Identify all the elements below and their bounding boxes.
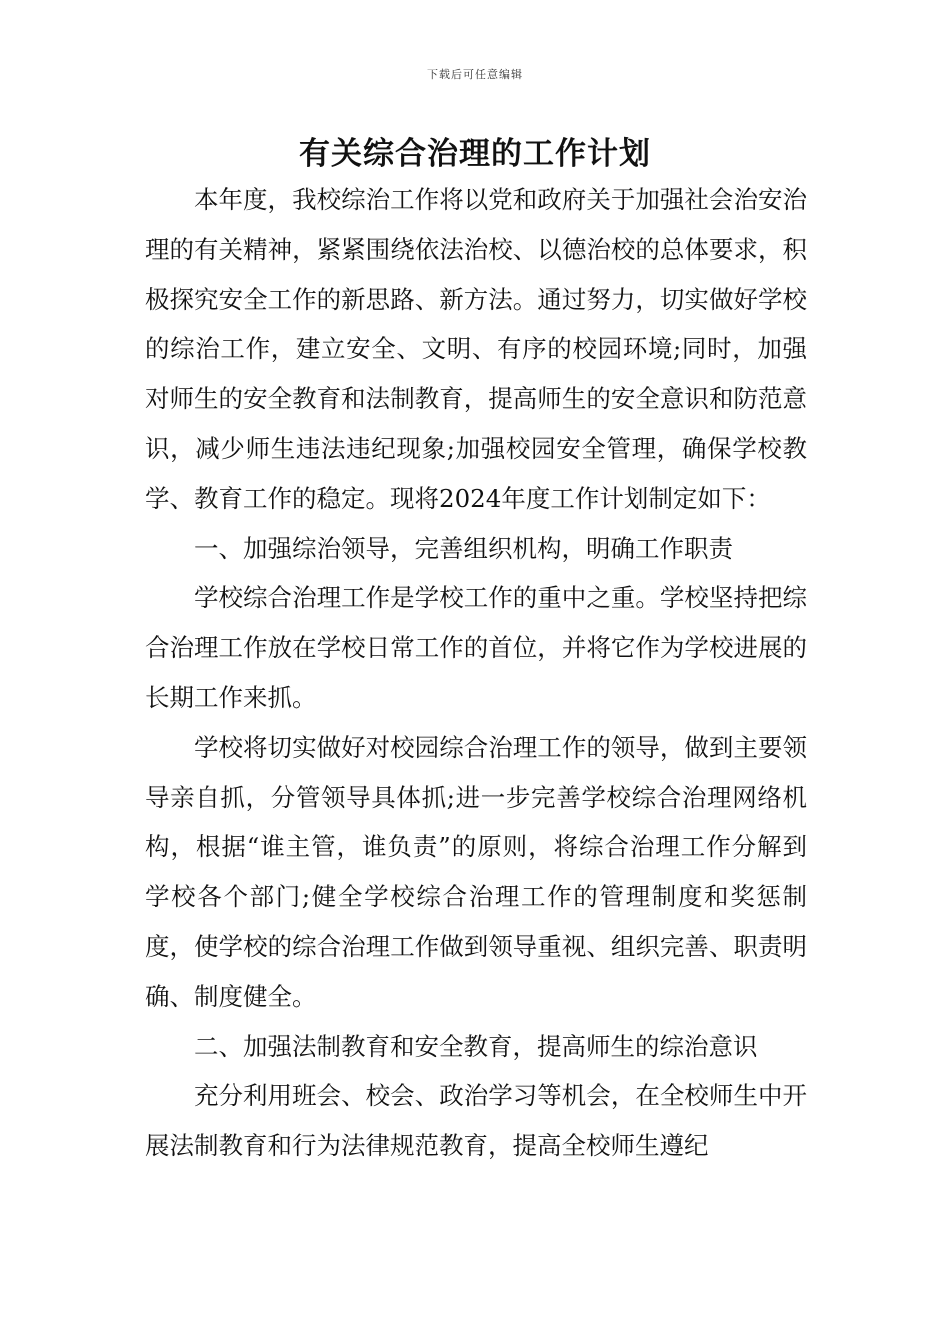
- section-heading-2: 二、加强法制教育和安全教育，提高师生的综治意识: [194, 1031, 758, 1061]
- section-1-paragraph-1: 学校综合治理工作是学校工作的重中之重。学校坚持把综合治理工作放在学校日常工作的首位，并将它作为学校进展的长期工作来抓。: [145, 583, 807, 712]
- intro-paragraph: 本年度，我校综治工作将以党和政府关于加强社会治安治理的有关精神，紧紧围绕依法治校、以德治校的总体要求，积极探究安全工作的新思路、新方法。通过努力，切实做好学校的综治工作，建立安全、文明、有序的校园环境;同时，加强对师生的安全教育和法制教育，提高师生的安全意识和防范意识，减少师生违法违纪现象;加强校园安全管理，确保学校教学、教育工作的稳定。现将2024年度工作计划制定如下：: [145, 185, 807, 513]
- document-title: 有关综合治理的工作计划: [299, 136, 651, 172]
- section-1-paragraph-2: 学校将切实做好对校园综合治理工作的领导，做到主要领导亲自抓，分管领导具体抓;进一步完善学校综合治理网络机构，根据“谁主管，谁负责”的原则，将综合治理工作分解到学校各个部门;健全学校综合治理工作的管理制度和奖惩制度，使学校的综合治理工作做到领导重视、组织完善、职责明确、制度健全。: [145, 732, 807, 1011]
- section-2-paragraph-1: 充分利用班会、校会、政治学习等机会，在全校师生中开展法制教育和行为法律规范教育，提高全校师生遵纪: [145, 1081, 807, 1161]
- section-heading-1: 一、加强综治领导，完善组织机构，明确工作职责: [194, 533, 733, 563]
- document-body: [145, 175, 807, 1171]
- header-note: 下载后可任意编辑: [427, 68, 523, 81]
